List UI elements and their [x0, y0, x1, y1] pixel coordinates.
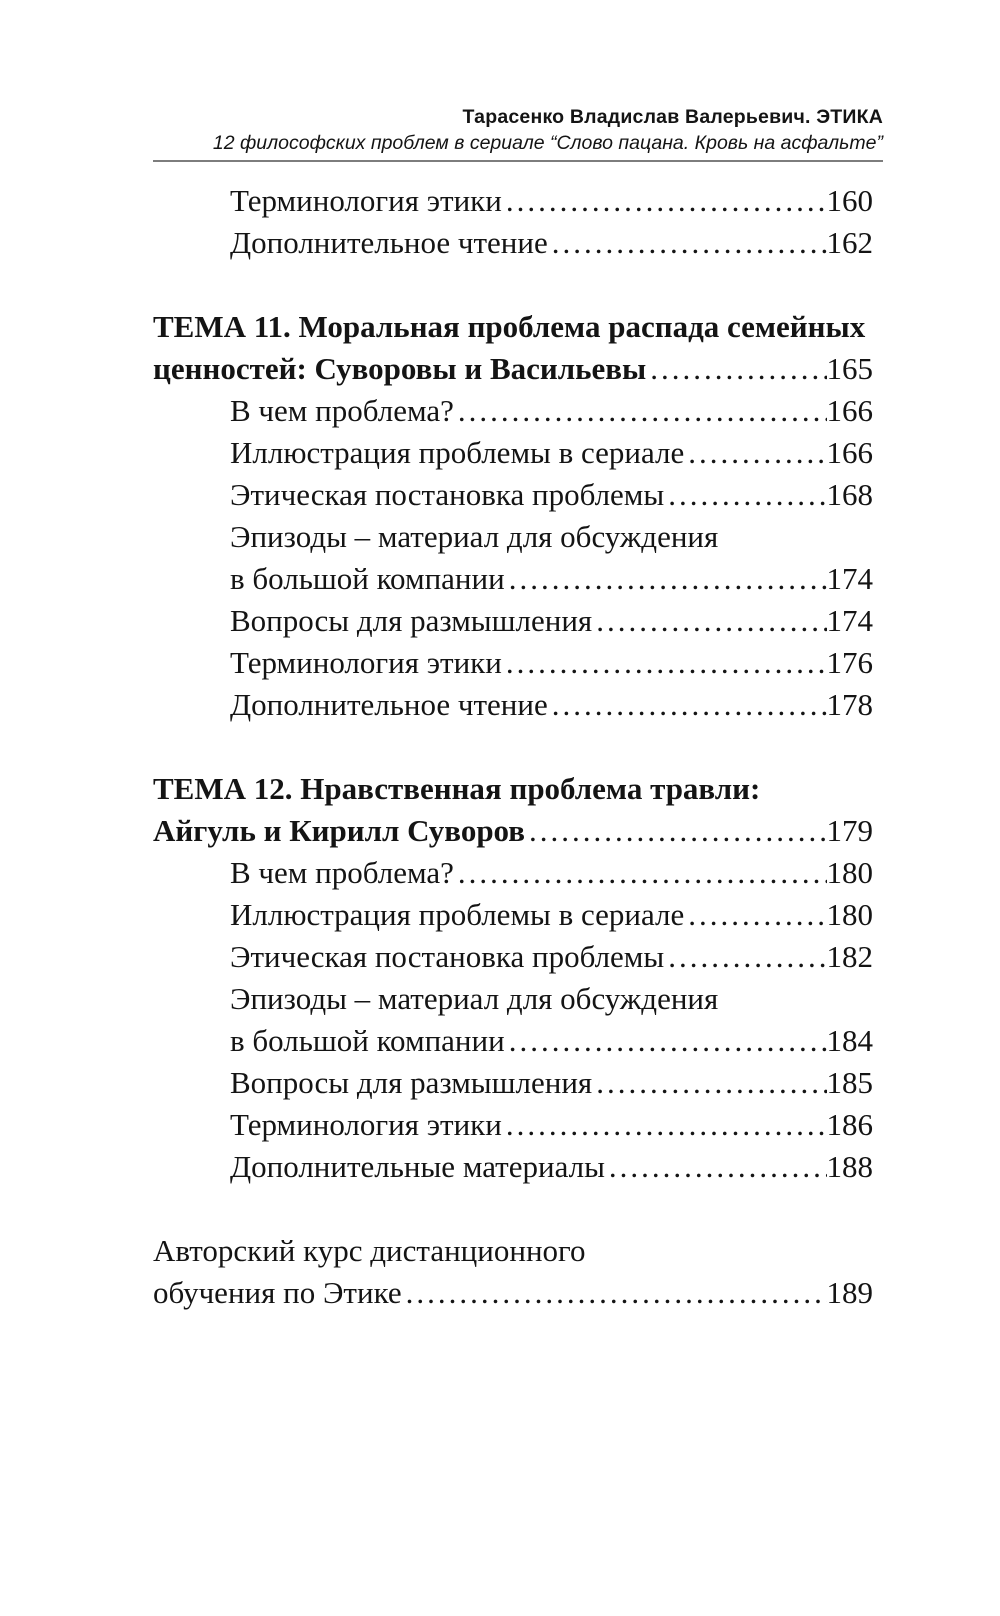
- toc-entry[interactable]: [153, 1104, 873, 1146]
- toc-entry-page: 188: [826, 1149, 873, 1184]
- toc-entry-title-line1: Эпизоды – материал для обсуждения: [230, 519, 719, 554]
- toc-entry-title: Этическая постановка проблемы: [230, 939, 665, 974]
- toc-entry-title: Дополнительное чтение: [230, 687, 548, 722]
- header-author: Тарасенко Владислав Валерьевич. ЭТИКА: [462, 106, 883, 128]
- toc-entry-page: 166: [826, 393, 873, 428]
- toc-entry[interactable]: [153, 558, 873, 600]
- toc-entry[interactable]: [153, 180, 873, 222]
- topic-11-title-line2: ценностей: Суворовы и Васильевы: [153, 351, 647, 386]
- course-title-line1: Авторский курс дистанционного: [153, 1233, 586, 1268]
- toc-leader-dots: [592, 600, 826, 642]
- toc-entry-title: Вопросы для размышления: [230, 603, 593, 638]
- toc-leader-dots: [605, 1146, 827, 1188]
- toc-leader-dots: [502, 1104, 827, 1146]
- toc-entry[interactable]: [153, 852, 873, 894]
- toc-entry[interactable]: [153, 894, 873, 936]
- toc-entry-title: Этическая постановка проблемы: [230, 477, 665, 512]
- running-header: [153, 104, 883, 156]
- toc-leader-dots: [402, 1272, 827, 1314]
- topic-12-page: 179: [826, 813, 873, 848]
- toc-entry-title: Терминология этики: [230, 183, 502, 218]
- toc-leader-dots: [454, 390, 827, 432]
- toc-leader-dots: [502, 642, 827, 684]
- toc-entry[interactable]: [153, 390, 873, 432]
- toc-entry-page: 174: [826, 603, 873, 638]
- toc-entry-title: Дополнительное чтение: [230, 225, 548, 260]
- toc-entry-title: Дополнительные материалы: [230, 1149, 605, 1184]
- toc-leader-dots: [684, 432, 826, 474]
- topic-11-page: 165: [826, 351, 873, 386]
- toc-leader-dots: [592, 1062, 826, 1104]
- toc-entry-page: 166: [826, 435, 873, 470]
- toc-entry[interactable]: [153, 1062, 873, 1104]
- toc-entry-title: В чем проблема?: [230, 855, 454, 890]
- toc-leader-dots: [664, 474, 826, 516]
- toc-entry-page: 185: [826, 1065, 873, 1100]
- header-divider: [153, 160, 883, 162]
- toc-entry-page: 160: [826, 183, 873, 218]
- toc-entry[interactable]: [153, 222, 873, 264]
- toc-leader-dots: [454, 852, 827, 894]
- toc-entry-title: в большой компании: [230, 1023, 505, 1058]
- toc-leader-dots: [548, 684, 827, 726]
- course-entry-line1[interactable]: [153, 1230, 873, 1272]
- toc-entry-title: в большой компании: [230, 561, 505, 596]
- toc-entry-title: Иллюстрация проблемы в сериале: [230, 897, 685, 932]
- topic-12-heading-line1[interactable]: [153, 768, 873, 810]
- toc-leader-dots: [684, 894, 826, 936]
- toc-entry[interactable]: [153, 684, 873, 726]
- toc-entry-title: Терминология этики: [230, 1107, 502, 1142]
- course-page: 189: [826, 1275, 873, 1310]
- toc-entry[interactable]: [153, 1146, 873, 1188]
- topic-11-heading-line1[interactable]: [153, 306, 873, 348]
- toc-entry[interactable]: [153, 600, 873, 642]
- toc-entry-page: 184: [826, 1023, 873, 1058]
- toc-entry-title: Терминология этики: [230, 645, 502, 680]
- header-subtitle: 12 философских проблем в сериале “Слово пацана. Кровь на асфальте”: [212, 132, 883, 154]
- toc-entry[interactable]: [153, 474, 873, 516]
- topic-11-heading[interactable]: [153, 348, 873, 390]
- toc-leader-dots: [502, 180, 827, 222]
- toc-entry-title: Иллюстрация проблемы в сериале: [230, 435, 685, 470]
- course-entry[interactable]: [153, 1272, 873, 1314]
- topic-11-title-line1: ТЕМА 11. Моральная проблема распада семейных: [153, 309, 866, 344]
- toc-entry-page: 180: [826, 897, 873, 932]
- course-title: обучения по Этике: [153, 1275, 402, 1310]
- toc-entry-page: 174: [826, 561, 873, 596]
- toc-entry-line1[interactable]: [153, 516, 873, 558]
- topic-12-heading[interactable]: [153, 810, 873, 852]
- toc-leader-dots: [505, 558, 827, 600]
- toc-leader-dots: [664, 936, 826, 978]
- toc-entry[interactable]: [153, 936, 873, 978]
- toc-entry-page: 178: [826, 687, 873, 722]
- toc-entry-page: 180: [826, 855, 873, 890]
- toc-entry-page: 182: [826, 939, 873, 974]
- toc-entry[interactable]: [153, 1020, 873, 1062]
- toc-leader-dots: [646, 348, 826, 390]
- toc-leader-dots: [505, 1020, 827, 1062]
- topic-12-title-line1: ТЕМА 12. Нравственная проблема травли:: [153, 771, 761, 806]
- topic-12-title-line2: Айгуль и Кирилл Суворов: [153, 813, 526, 848]
- toc-entry[interactable]: [153, 432, 873, 474]
- toc-entry-title: В чем проблема?: [230, 393, 454, 428]
- toc-entry-page: 176: [826, 645, 873, 680]
- toc-entry-title-line1: Эпизоды – материал для обсуждения: [230, 981, 719, 1016]
- toc-entry[interactable]: [153, 642, 873, 684]
- table-of-contents: [153, 180, 873, 1314]
- toc-entry-title: Вопросы для размышления: [230, 1065, 593, 1100]
- toc-entry-page: 168: [826, 477, 873, 512]
- toc-entry-page: 162: [826, 225, 873, 260]
- toc-entry-page: 186: [826, 1107, 873, 1142]
- toc-leader-dots: [525, 810, 826, 852]
- toc-entry-line1[interactable]: [153, 978, 873, 1020]
- toc-leader-dots: [548, 222, 827, 264]
